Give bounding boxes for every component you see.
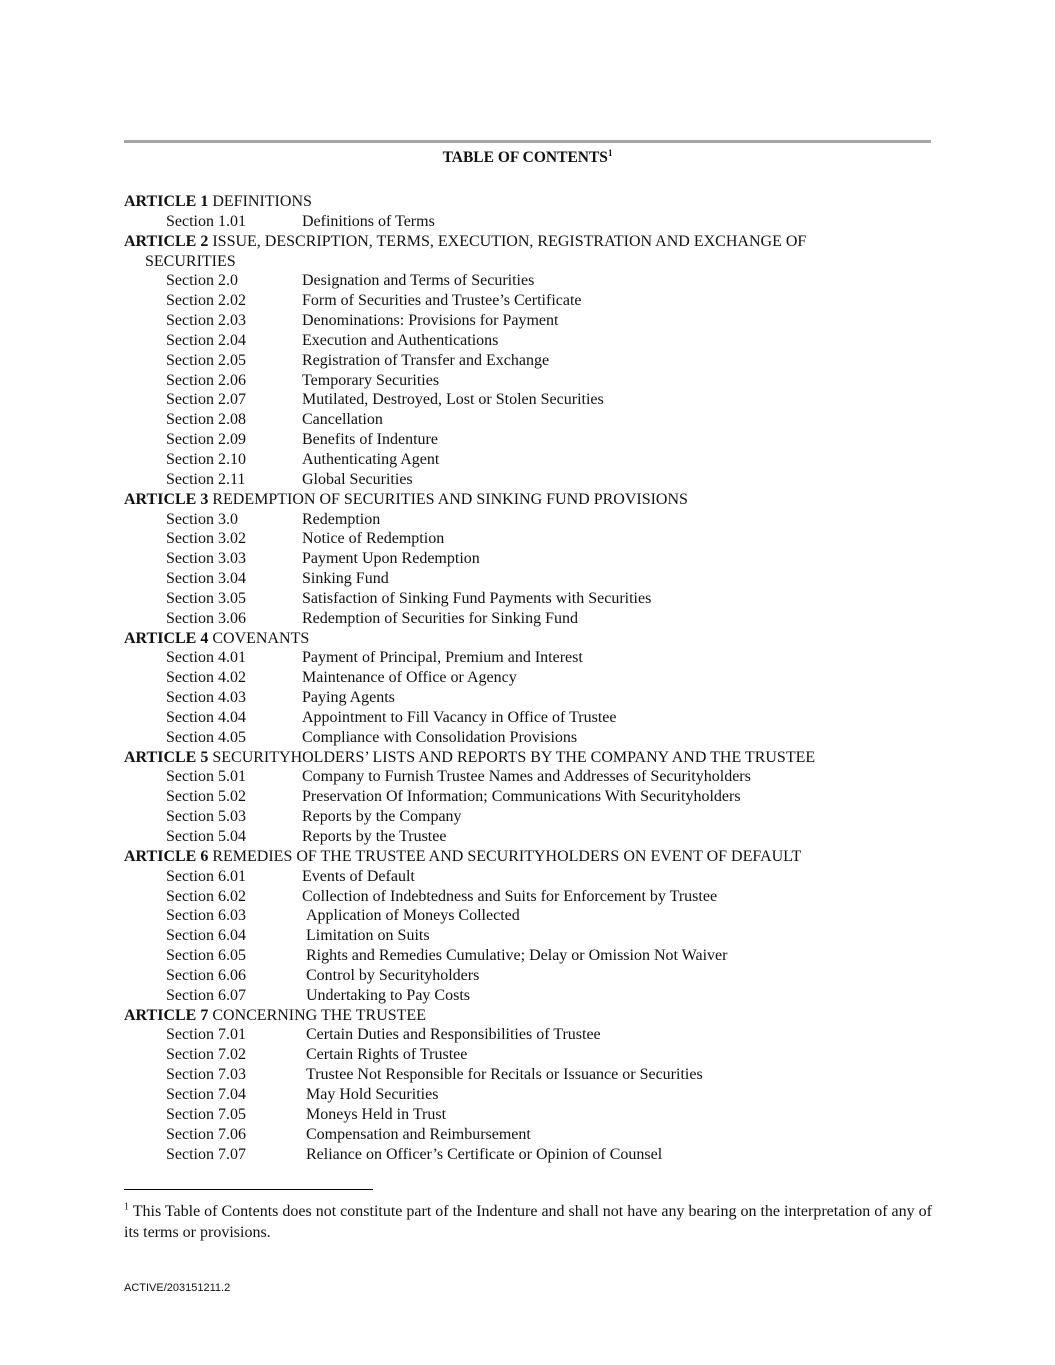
article-heading	[124, 847, 934, 867]
section-number: Section 6.05	[166, 947, 246, 965]
section-entry	[124, 589, 934, 609]
section-title: Collection of Indebtedness and Suits for Enforcement by Trustee	[302, 887, 718, 905]
section-number: Section 2.10	[166, 450, 246, 468]
section-entry	[124, 767, 934, 787]
title-text: TABLE OF CONTENTS	[442, 149, 608, 166]
section-number: Section 2.07	[166, 391, 246, 409]
section-number: Section 1.01	[166, 212, 246, 230]
page-title	[124, 148, 931, 168]
section-number: Section 6.03	[166, 907, 246, 925]
title-footnote-ref: 1	[607, 147, 613, 158]
section-title: Limitation on Suits	[306, 927, 430, 945]
section-title: Benefits of Indenture	[302, 431, 438, 449]
section-title: Reports by the Trustee	[302, 828, 447, 845]
section-title: Certain Duties and Responsibilities of Trustee	[306, 1026, 601, 1044]
section-title: Execution and Authentications	[302, 331, 499, 349]
section-entry	[124, 291, 934, 311]
section-title: Trustee Not Responsible for Recitals or Issuance or Securities	[306, 1066, 703, 1084]
section-title: Company to Furnish Trustee Names and Addresses of Securityholders	[302, 768, 751, 786]
section-title: Payment Upon Redemption	[302, 550, 480, 568]
section-entry	[124, 648, 934, 668]
article-title: CONCERNING THE TRUSTEE	[212, 1006, 426, 1024]
article-label: ARTICLE 6	[124, 847, 209, 865]
article-heading	[124, 629, 934, 649]
section-number: Section 2.09	[166, 431, 246, 449]
section-number: Section 6.06	[166, 966, 246, 984]
section-title: Compliance with Consolidation Provisions	[302, 728, 578, 746]
article-label: ARTICLE 5	[124, 748, 209, 766]
section-title: Cancellation	[302, 411, 383, 429]
section-number: Section 7.01	[166, 1026, 246, 1044]
section-entry	[124, 331, 934, 351]
section-title: Global Securities	[302, 470, 413, 488]
section-number: Section 4.02	[166, 669, 246, 687]
section-title: Designation and Terms of Securities	[302, 272, 535, 290]
article-heading	[124, 748, 934, 768]
section-title: Sinking Fund	[302, 570, 389, 588]
section-entry	[124, 946, 934, 966]
section-title: Redemption	[302, 510, 381, 528]
section-number: Section 5.03	[166, 808, 246, 826]
article-heading	[124, 192, 934, 212]
section-entry	[124, 906, 934, 926]
section-number: Section 7.02	[166, 1046, 246, 1064]
section-entry	[124, 430, 934, 450]
article-label: ARTICLE 3	[124, 490, 209, 508]
section-entry	[124, 966, 934, 986]
section-entry	[124, 529, 934, 549]
section-number: Section 2.0	[166, 272, 238, 290]
section-number: Section 3.04	[166, 570, 246, 588]
article-heading	[124, 490, 934, 510]
section-entry	[124, 1065, 934, 1085]
section-entry	[124, 986, 934, 1006]
section-entry	[124, 1145, 934, 1165]
section-number: Section 3.06	[166, 609, 246, 627]
section-title: Certain Rights of Trustee	[306, 1046, 468, 1064]
article-heading	[124, 232, 934, 252]
article-title: ISSUE, DESCRIPTION, TERMS, EXECUTION, REGISTRATION AND EXCHANGE OF	[212, 232, 807, 250]
section-title: Denominations: Provisions for Payment	[302, 312, 559, 330]
section-title: Compensation and Reimbursement	[306, 1125, 531, 1143]
section-number: Section 2.08	[166, 411, 246, 429]
section-entry	[124, 787, 934, 807]
article-label: ARTICLE 4	[124, 629, 209, 647]
section-title: Form of Securities and Trustee’s Certificate	[302, 292, 582, 310]
section-number: Section 2.11	[166, 470, 246, 488]
section-entry	[124, 390, 934, 410]
section-title: Undertaking to Pay Costs	[306, 986, 470, 1004]
section-entry	[124, 1085, 934, 1105]
section-number: Section 7.03	[166, 1066, 246, 1084]
section-title: Paying Agents	[302, 689, 395, 707]
section-title: Preservation Of Information; Communications With Securityholders	[302, 788, 741, 806]
section-number: Section 2.04	[166, 331, 246, 349]
section-entry	[124, 470, 934, 490]
section-number: Section 6.04	[166, 927, 246, 945]
article-title: REMEDIES OF THE TRUSTEE AND SECURITYHOLDERS ON EVENT OF DEFAULT	[212, 847, 802, 865]
section-number: Section 3.05	[166, 589, 246, 607]
section-title: Notice of Redemption	[302, 530, 445, 548]
section-entry	[124, 1105, 934, 1125]
section-entry	[124, 668, 934, 688]
section-entry	[124, 926, 934, 946]
table-of-contents	[124, 192, 934, 1164]
section-entry	[124, 728, 934, 748]
section-title: Reliance on Officer’s Certificate or Opinion of Counsel	[306, 1145, 663, 1163]
section-number: Section 7.06	[166, 1125, 246, 1143]
section-number: Section 4.04	[166, 708, 246, 726]
footnote-ref: 1	[124, 1201, 129, 1213]
section-title: Appointment to Fill Vacancy in Office of Trustee	[302, 708, 617, 726]
header-rule	[124, 140, 931, 143]
section-entry	[124, 887, 934, 907]
document-id: ACTIVE/203151211.2	[124, 1282, 231, 1294]
section-title: Control by Securityholders	[306, 966, 480, 984]
section-number: Section 2.06	[166, 371, 246, 389]
article-label: ARTICLE 1	[124, 193, 209, 210]
footnote-separator	[124, 1189, 373, 1190]
section-entry	[124, 609, 934, 629]
section-entry	[124, 212, 934, 232]
section-title: Moneys Held in Trust	[306, 1105, 447, 1123]
section-number: Section 2.03	[166, 312, 246, 330]
section-entry	[124, 1125, 934, 1145]
section-number: Section 2.02	[166, 292, 246, 310]
section-entry	[124, 827, 934, 847]
section-title: Definitions of Terms	[302, 212, 435, 230]
section-entry	[124, 569, 934, 589]
article-title: DEFINITIONS	[212, 193, 312, 210]
section-entry	[124, 867, 934, 887]
article-title: COVENANTS	[212, 629, 310, 647]
section-title: Reports by the Company	[302, 808, 462, 826]
section-number: Section 7.05	[166, 1105, 246, 1123]
section-title: Satisfaction of Sinking Fund Payments with Securities	[302, 589, 652, 607]
section-entry	[124, 1045, 934, 1065]
section-title: Payment of Principal, Premium and Interest	[302, 649, 583, 667]
section-title: Redemption of Securities for Sinking Fund	[302, 609, 578, 627]
footnote	[124, 1201, 934, 1243]
article-title: SECURITYHOLDERS’ LISTS AND REPORTS BY THE COMPANY AND THE TRUSTEE	[212, 748, 816, 766]
section-number: Section 4.05	[166, 728, 246, 746]
section-number: Section 5.04	[166, 828, 246, 845]
section-title: Authenticating Agent	[302, 450, 440, 468]
section-entry	[124, 510, 934, 530]
section-number: Section 3.0	[166, 510, 238, 528]
section-title: Temporary Securities	[302, 371, 440, 389]
section-entry	[124, 450, 934, 470]
section-number: Section 6.07	[166, 986, 246, 1004]
section-title: May Hold Securities	[306, 1085, 439, 1103]
section-number: Section 4.03	[166, 689, 246, 707]
article-title-continued: SECURITIES	[145, 252, 236, 270]
section-number: Section 5.02	[166, 788, 246, 806]
section-title: Application of Moneys Collected	[306, 907, 520, 925]
article-label: ARTICLE 7	[124, 1006, 209, 1024]
section-number: Section 3.03	[166, 550, 246, 568]
section-entry	[124, 708, 934, 728]
section-title: Rights and Remedies Cumulative; Delay or Omission Not Waiver	[306, 947, 728, 965]
section-number: Section 7.07	[166, 1145, 246, 1163]
section-title: Maintenance of Office or Agency	[302, 669, 517, 687]
section-number: Section 4.01	[166, 649, 246, 667]
section-number: Section 2.05	[166, 351, 246, 369]
article-label: ARTICLE 2	[124, 232, 209, 250]
section-entry	[124, 1025, 934, 1045]
section-entry	[124, 351, 934, 371]
article-heading	[124, 1006, 934, 1026]
section-entry	[124, 549, 934, 569]
section-entry	[124, 371, 934, 391]
section-entry	[124, 688, 934, 708]
section-entry	[124, 410, 934, 430]
section-title: Mutilated, Destroyed, Lost or Stolen Securities	[302, 391, 604, 409]
section-entry	[124, 271, 934, 291]
footnote-text: This Table of Contents does not constitute part of the Indenture and shall not have any bearing on the interpretation of any of its terms or provisions.	[124, 1203, 932, 1241]
section-number: Section 6.01	[166, 867, 246, 885]
section-number: Section 6.02	[166, 887, 246, 905]
section-title: Events of Default	[302, 867, 415, 885]
section-number: Section 7.04	[166, 1085, 246, 1103]
section-title: Registration of Transfer and Exchange	[302, 351, 550, 369]
section-entry	[124, 311, 934, 331]
section-number: Section 3.02	[166, 530, 246, 548]
section-number: Section 5.01	[166, 768, 246, 786]
article-title: REDEMPTION OF SECURITIES AND SINKING FUND PROVISIONS	[212, 490, 688, 508]
section-entry	[124, 807, 934, 827]
